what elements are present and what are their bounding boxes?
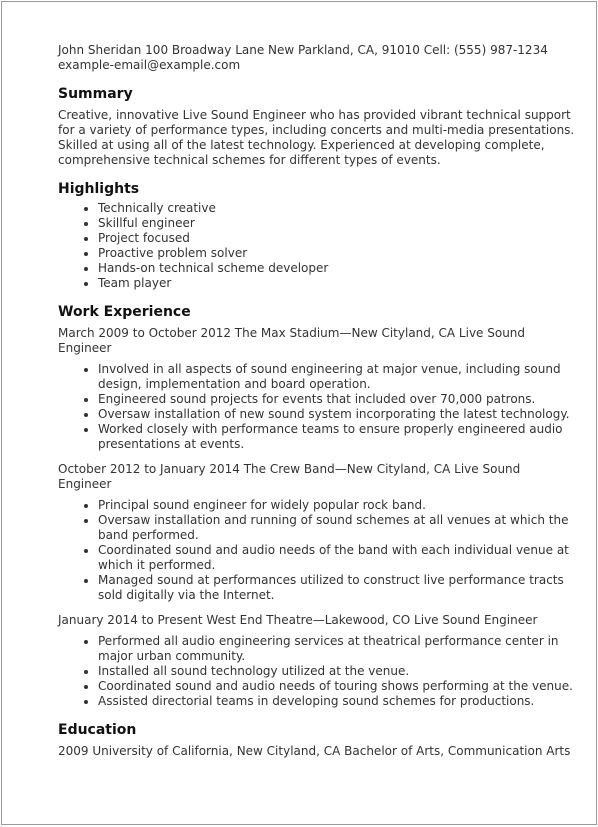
highlight-item: • Skillful engineer xyxy=(98,216,576,231)
job-duty: • Assisted directorial teams in developing sound schemes for productions. xyxy=(98,694,576,709)
job-duty: • Involved in all aspects of sound engineering at major venue, including sound design, implementation and board operation. xyxy=(98,362,576,392)
job-duty: • Oversaw installation and running of sound schemes at all venues at which the band performed. xyxy=(98,513,576,543)
highlights-list xyxy=(58,201,576,291)
summary-heading: Summary xyxy=(58,86,133,102)
job-entry xyxy=(58,462,576,603)
job-entry xyxy=(58,613,576,709)
job-duty: • Installed all sound technology utilized at the venue. xyxy=(98,664,576,679)
job-duty: • Principal sound engineer for widely popular rock band. xyxy=(98,498,576,513)
job-heading: January 2014 to Present West End Theatre—Lakewood, CO Live Sound Engineer xyxy=(58,613,538,627)
highlight-item: • Proactive problem solver xyxy=(98,246,576,261)
highlight-item: • Hands-on technical scheme developer xyxy=(98,261,576,276)
job-duty: • Coordinated sound and audio needs of the band with each individual venue at which it performed. xyxy=(98,543,576,573)
highlight-item: • Project focused xyxy=(98,231,576,246)
job-entry xyxy=(58,326,576,452)
job-heading: October 2012 to January 2014 The Crew Band—New Cityland, CA Live Sound Engineer xyxy=(58,462,521,491)
job-duty: • Coordinated sound and audio needs of touring shows performing at the venue. xyxy=(98,679,576,694)
work-experience-heading: Work Experience xyxy=(58,304,191,320)
job-duty: • Performed all audio engineering services at theatrical performance center in major urban community. xyxy=(98,634,576,664)
job-duty: • Engineered sound projects for events that included over 70,000 patrons. xyxy=(98,392,576,407)
summary-text: Creative, innovative Live Sound Engineer who has provided vibrant technical support for a variety of performance types, including concerts and multi-media presentations. Skilled at using all of the latest technology. Experienced at developing complete, comprehensive technical schemes for different types of events. xyxy=(58,108,575,167)
highlight-item: • Team player xyxy=(98,276,576,291)
job-heading: March 2009 to October 2012 The Max Stadium—New Cityland, CA Live Sound Engineer xyxy=(58,326,526,355)
job-duties-list xyxy=(58,362,576,452)
contact-info: John Sheridan 100 Broadway Lane New Parkland, CA, 91010 Cell: (555) 987-1234 example-email@example.com xyxy=(58,43,548,72)
education-heading: Education xyxy=(58,722,137,738)
highlights-heading: Highlights xyxy=(58,181,140,197)
highlight-item: • Technically creative xyxy=(98,201,576,216)
resume-page xyxy=(1,1,597,825)
job-duties-list xyxy=(58,634,576,709)
job-duty: • Worked closely with performance teams to ensure properly engineered audio presentations at events. xyxy=(98,422,576,452)
job-duties-list xyxy=(58,498,576,603)
education-entry: 2009 University of California, New Cityland, CA Bachelor of Arts, Communication Arts xyxy=(58,744,571,758)
job-duty: • Oversaw installation of new sound system incorporating the latest technology. xyxy=(98,407,576,422)
job-duty: • Managed sound at performances utilized to construct live performance tracts sold digitally via the Internet. xyxy=(98,573,576,603)
